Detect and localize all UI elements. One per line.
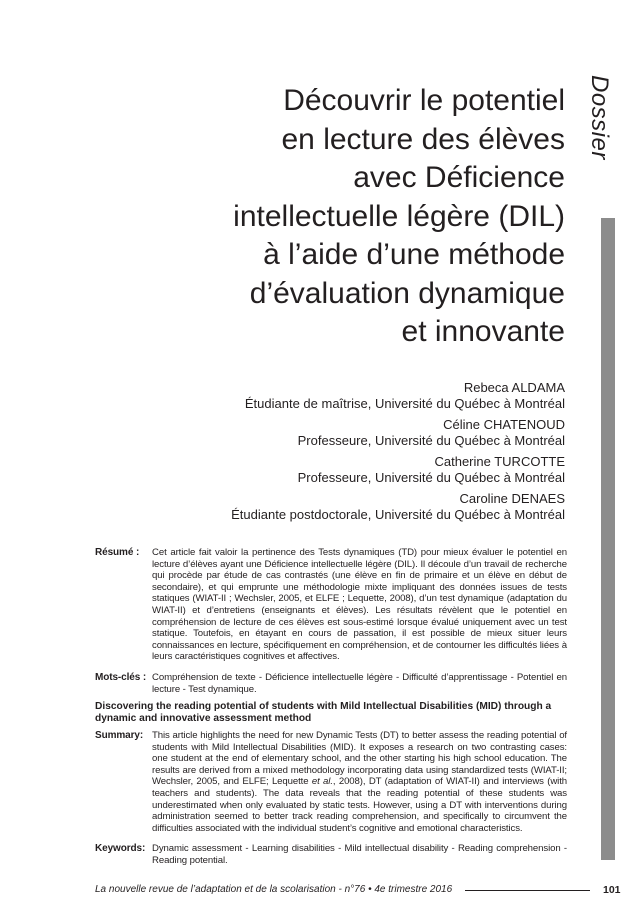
mots-cles-section xyxy=(95,672,567,695)
footer-rule xyxy=(465,890,590,891)
author-entry xyxy=(145,417,565,449)
title-line: d’évaluation dynamique xyxy=(249,276,565,310)
keywords-section xyxy=(95,843,567,866)
author-entry xyxy=(145,491,565,523)
title-line: en lecture des élèves xyxy=(281,122,565,156)
author-list xyxy=(145,380,565,528)
title-line: à l’aide d’une méthode xyxy=(263,238,565,271)
author-affiliation: Professeure, Université du Québec à Montréal xyxy=(297,470,565,485)
author-entry xyxy=(145,380,565,412)
author-affiliation: Étudiante postdoctorale, Université du Québec à Montréal xyxy=(231,507,565,522)
summary-text-part: , 2008), DT (adaptation of WIAT-II) and interviews (with teachers and students). The data reveals that the reading potential of these students was underestimated when only evaluated by static tests. However, using a DT with interventions during administration seemed to better track reading comprehension, and specifically to circumvent the difficulties associated with the individual student’s cognitive and emotional characteristics. xyxy=(152,776,567,834)
journal-footer: La nouvelle revue de l’adaptation et de la scolarisation - n°76 • 4e trimestre 2016 xyxy=(95,884,453,895)
resume-label: Résumé : xyxy=(95,547,140,558)
page-number: 101 xyxy=(603,884,621,896)
dossier-section-label: Dossier xyxy=(586,75,613,160)
summary-section xyxy=(95,730,567,834)
author-affiliation: Professeure, Université du Québec à Montréal xyxy=(297,433,565,448)
resume-section xyxy=(95,547,567,663)
summary-text-italic: et al. xyxy=(311,776,333,788)
author-name: Catherine TURCOTTE xyxy=(434,454,565,469)
keywords-label: Keywords: xyxy=(95,843,146,854)
title-line: Découvrir le potentiel xyxy=(283,84,565,117)
author-affiliation: Étudiante de maîtrise, Université du Québec à Montréal xyxy=(244,396,565,411)
summary-text xyxy=(152,730,567,834)
mots-cles-label: Mots-clés : xyxy=(95,672,147,683)
author-name: Céline CHATENOUD xyxy=(443,417,565,432)
title-line: et innovante xyxy=(401,315,565,348)
author-name: Rebeca ALDAMA xyxy=(463,380,565,395)
side-decorative-bar xyxy=(601,218,615,860)
summary-label: Summary: xyxy=(95,730,144,741)
author-entry xyxy=(145,454,565,486)
keywords-text: Dynamic assessment - Learning disabilities - Mild intellectual disability - Reading comprehension - Reading potential. xyxy=(152,843,567,866)
author-name: Caroline DENAES xyxy=(459,491,565,506)
title-line: avec Déficience xyxy=(353,161,565,194)
summary-text-part: This article highlights the need for new Dynamic Tests (DT) to better assess the reading potential of students with Mild Intellectual Disabilities (MID). It exposes a research on two contrasting cases: one student at the end of elementary school, and the other starting his high school education. The results are derived from a mixed methodology incorporating data using standardized tests (WIAT-II; Wechsler, 2005, and ELFE; Lequette xyxy=(152,730,567,788)
resume-text: Cet article fait valoir la pertinence des Tests dynamiques (TD) pour mieux évaluer le potentiel en lecture d’élèves ayant une Déficience intellectuelle légère (DIL). Il découle d’un travail de recherche qui procède par étude de cas contrastés (une élève en fin de primaire et un élève en début de secondaire), et qui emprunte une méthodologie mixte impliquant des données issues de tests statiques (WIAT-II ; Wechsler, 2005, et ELFE ; Lequette, 2008), d’un test dynamique (adaptation du WIAT-II) et d’entretiens (enseignants et élèves). Les résultats révèlent que le potentiel en compréhension de lecture de ces élèves est sous-estimé lorsque évalué uniquement avec un test statique. Toutefois, en étayant en cours de passation, il est possible de mieux situer leurs connaissances en lecture, spécifiquement en compréhension, et de contourner les difficultés liées à leurs caractéristiques cognitives et affectives. xyxy=(152,547,567,663)
english-title: Discovering the reading potential of students with Mild Intellectual Disabilities (MID) through a dynamic and innovative assessment method xyxy=(95,701,552,724)
mots-cles-text: Compréhension de texte - Déficience intellectuelle légère - Difficulté d’apprentissage - Potentiel en lecture - Test dynamique. xyxy=(152,672,567,695)
title-line: intellectuelle légère (DIL) xyxy=(233,199,565,233)
article-title xyxy=(105,82,565,352)
